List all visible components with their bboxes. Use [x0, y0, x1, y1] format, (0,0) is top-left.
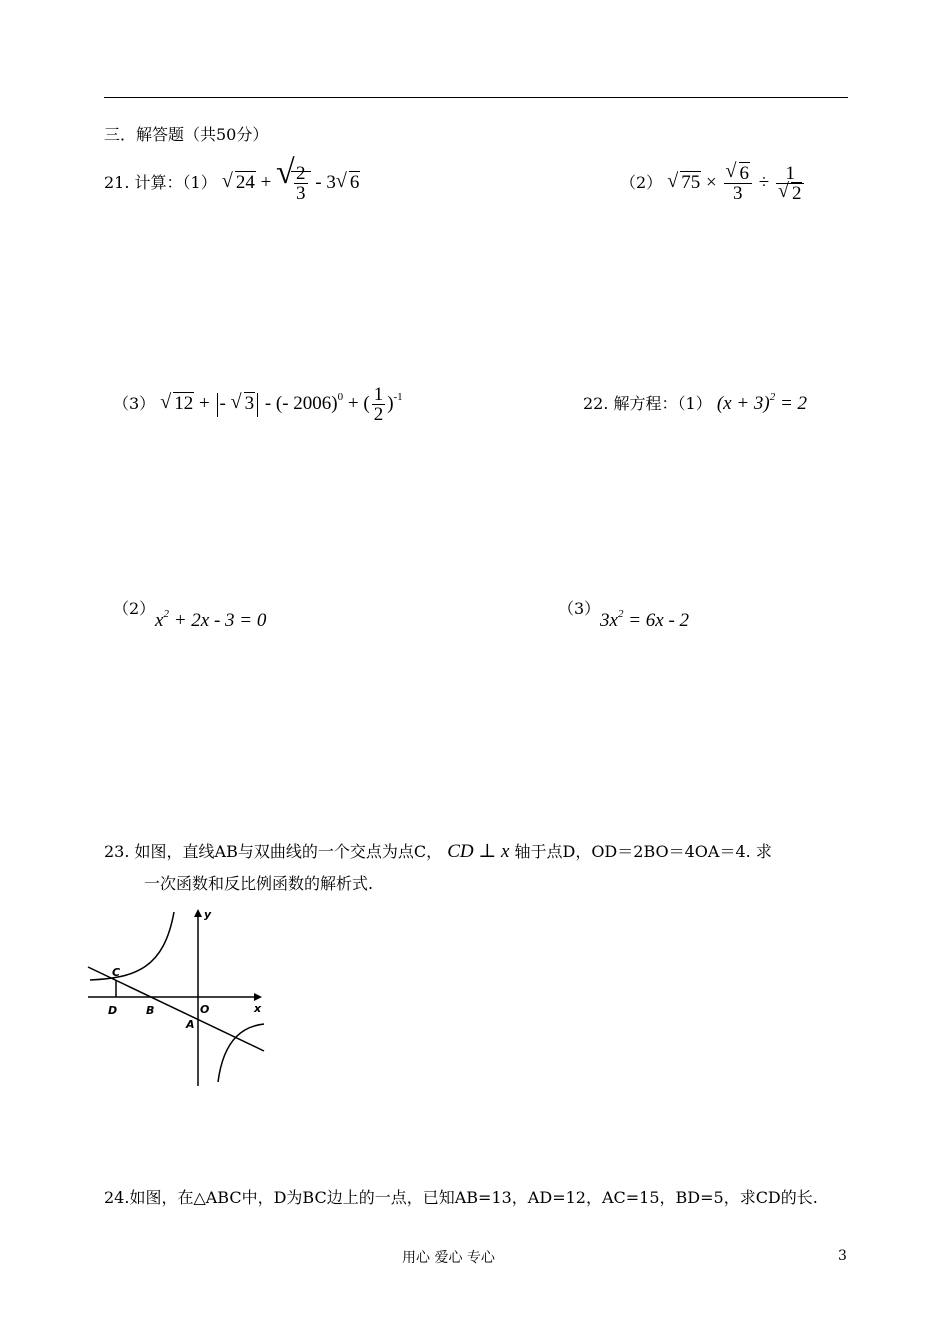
q23-figure — [86, 906, 266, 1088]
q23-line1b: 轴于点D，OD＝2BO＝4OA＝4. 求 — [514, 842, 772, 861]
question-22 — [583, 391, 807, 415]
label-y: y — [204, 908, 212, 921]
q22-part3 — [558, 596, 600, 619]
header-rule — [104, 97, 848, 98]
q22-part2 — [113, 596, 155, 619]
question-24: 24.如图，在△ABC中，D为BC边上的一点，已知AB=13，AD=12，AC=15，BD=5，求CD的长. — [104, 1188, 818, 1207]
q21-expr2: √ 75 × √ 6 3 ÷ 1 √ 2 — [667, 172, 806, 193]
footer-motto: 用心 爱心 专心 — [402, 1250, 495, 1266]
question-21 — [104, 154, 360, 204]
q22-part3-label: （3） — [558, 599, 601, 618]
q22-eq3: $3x^2 = 6x - 2$ — [600, 608, 690, 631]
q22-eq1: $(x + 3)^2 = 2$ — [716, 391, 808, 414]
label-x: x — [254, 1002, 262, 1015]
q21-part3 — [113, 385, 403, 424]
hyperbola-upper — [90, 912, 174, 980]
label-b: B — [146, 1004, 155, 1017]
q22-eq2: $x^2 + 2x - 3 = 0$ — [155, 608, 267, 631]
q21-expr3: √ 12 + - √ 3 - (- 2006)$^0$ + ( $\frac{1}{2}$ )$^{-1}$ — [160, 384, 403, 425]
q21-part2-label: （2） — [620, 172, 663, 192]
q22-part2-label: （2） — [113, 599, 156, 618]
page-number: 3 — [838, 1248, 847, 1264]
q21-expr1: √ 24 + √ $\frac{2}{3}$ - 3 √ 6 — [221, 154, 360, 204]
question-23 — [104, 839, 772, 863]
label-d: D — [108, 1004, 118, 1017]
label-a: A — [186, 1018, 195, 1031]
label-c: C — [112, 966, 121, 979]
x-axis-arrow — [254, 993, 262, 1001]
q21-label: 21. 计算：（1） — [104, 172, 217, 192]
label-o: O — [200, 1003, 210, 1016]
q21-part2 — [620, 160, 806, 204]
q23-line2: 一次函数和反比例函数的解析式. — [144, 874, 374, 893]
q23-line1a: 23. 如图，直线AB与双曲线的一个交点为点C， — [104, 842, 443, 861]
section-title: 三．解答题（共50分） — [104, 125, 269, 144]
q22-label: 22. 解方程：（1） — [583, 394, 712, 413]
q23-perp: CD ⊥ x — [447, 841, 510, 862]
q21-part3-label: （3） — [113, 393, 156, 413]
y-axis-arrow — [194, 909, 202, 917]
